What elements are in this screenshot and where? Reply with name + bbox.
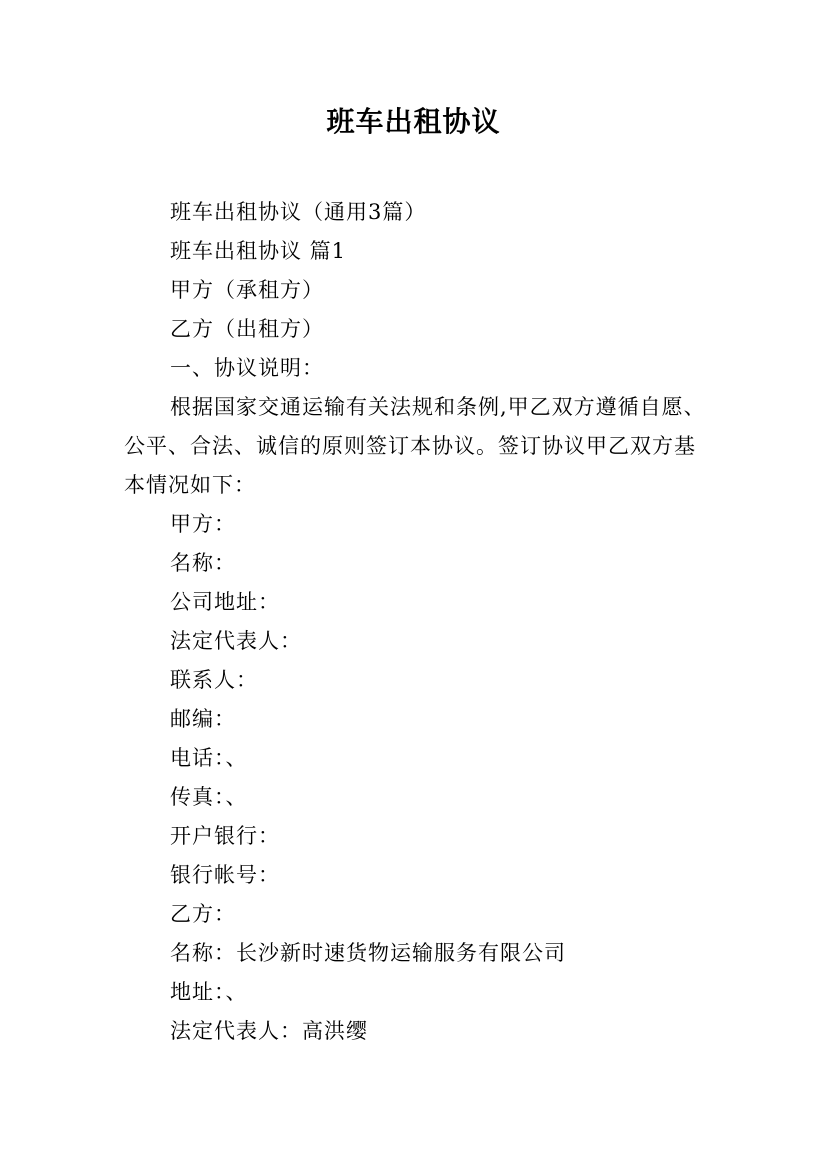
paragraph-clause-heading: 一、协议说明： bbox=[170, 356, 324, 380]
document-title: 班车出租协议 bbox=[326, 105, 501, 138]
paragraph-company-address: 公司地址： bbox=[170, 590, 280, 614]
paragraph-party-a-role: 甲方（承租方） bbox=[170, 278, 324, 302]
paragraph-party-b: 乙方： bbox=[170, 902, 236, 926]
paragraph-bank: 开户银行： bbox=[170, 824, 280, 848]
paragraph-section-title: 班车出租协议 篇1 bbox=[170, 239, 347, 263]
paragraph-heading: 班车出租协议（通用3篇） bbox=[170, 200, 427, 224]
paragraph-party-b-address: 地址：、 bbox=[170, 980, 248, 1004]
document-body bbox=[124, 193, 714, 1051]
paragraph-phone: 电话：、 bbox=[170, 746, 248, 770]
paragraph-party-b-legal-rep: 法定代表人：高洪缨 bbox=[170, 1019, 368, 1043]
paragraph-postcode: 邮编： bbox=[170, 707, 236, 731]
paragraph-intro: 根据国家交通运输有关法规和条例,甲乙双方遵循自愿、公平、合法、诚信的原则签订本协议。签订协议甲乙双方基本情况如下： bbox=[124, 395, 706, 497]
paragraph-party-b-name: 名称：长沙新时速货物运输服务有限公司 bbox=[170, 941, 566, 965]
paragraph-name: 名称： bbox=[170, 551, 236, 575]
paragraph-bank-account: 银行帐号： bbox=[170, 863, 280, 887]
paragraph-fax: 传真：、 bbox=[170, 785, 248, 809]
paragraph-party-a: 甲方： bbox=[170, 512, 236, 536]
paragraph-contact: 联系人： bbox=[170, 668, 258, 692]
paragraph-party-b-role: 乙方（出租方） bbox=[170, 317, 324, 341]
paragraph-legal-rep: 法定代表人： bbox=[170, 629, 302, 653]
